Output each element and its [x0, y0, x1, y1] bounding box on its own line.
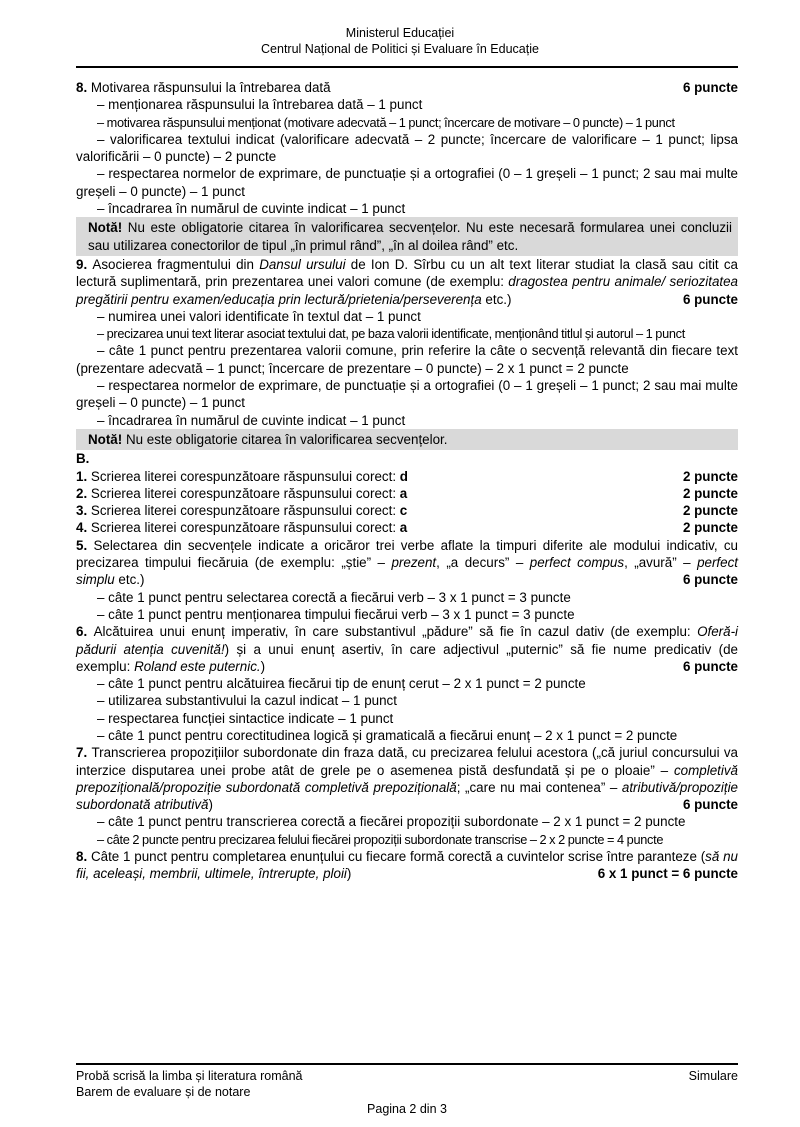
footer-row: [76, 1069, 738, 1100]
item-b6-points: 6 puncte: [682, 658, 738, 674]
answer-row-2: [76, 485, 738, 502]
item-b7-title: [76, 744, 738, 813]
answer-2-text: 2. Scrierea literei corespunzătoare răspunsului corect: a: [76, 485, 408, 501]
item-b8-title: [76, 848, 738, 883]
note-a8: Notă! Nu este obligatorie citarea în valorificarea secvențelor. Nu este necesară formularea unei concluzii sau utilizarea conectorilor de tipul „în primul rând”, „în al doilea rând” etc.: [76, 217, 738, 256]
item-a9-title: [76, 256, 738, 308]
item-b6-bullet-3: – respectarea funcției sintactice indicate – 1 punct: [97, 710, 394, 726]
item-a9-points: 6 puncte: [682, 291, 738, 307]
answer-1-points: 2 puncte: [682, 468, 738, 484]
item-b6-text: 6. Alcătuirea unui enunț imperativ, în care substantivul „pădure” să fie în cazul dativ (de exemplu: Oferă-i pădurii atenția cuvenită!) și a unui enunț asertiv, în care adjectivul „puternic” să fie nume predicativ (de exemplu: Roland este puternic.): [76, 624, 739, 674]
footer-exam-name: Probă scrisă la limba și literatura română: [76, 1069, 303, 1083]
item-a8-bullet-2: – motivarea răspunsului menționat (motivare adecvată – 1 punct; încercare de motivare – 0 puncte) – 1 punct: [97, 114, 675, 130]
note-a9: Notă! Nu este obligatorie citarea în valorificarea secvențelor.: [76, 429, 738, 450]
item-b5-bullet-2: – câte 1 punct pentru menționarea timpului fiecărui verb – 3 x 1 punct = 3 puncte: [97, 606, 575, 622]
item-a8-bullet-5: – încadrarea în numărul de cuvinte indicat – 1 punct: [97, 201, 406, 217]
item-b5-points: 6 puncte: [682, 572, 738, 588]
item-b7-bullet-2: – câte 2 puncte pentru precizarea felului fiecărei propoziții subordonate transcrise – 2 x 2 puncte = 4 puncte: [97, 831, 664, 847]
answer-4-text: 4. Scrierea literei corespunzătoare răspunsului corect: a: [76, 520, 408, 536]
item-a9-bullet-1: – numirea unei valori identificate în textul dat – 1 punct: [97, 308, 421, 324]
item-a8-text: 8. Motivarea răspunsului la întrebarea dată: [76, 80, 331, 95]
answer-1-text: 1. Scrierea literei corespunzătoare răspunsului corect: d: [76, 468, 408, 484]
item-b5-bullet-1: – câte 1 punct pentru selectarea corectă a fiecărui verb – 3 x 1 punct = 3 puncte: [97, 589, 571, 605]
answer-3-text: 3. Scrierea literei corespunzătoare răspunsului corect: c: [76, 503, 408, 519]
item-b7-text: 7. Transcrierea propozițiilor subordonate din fraza dată, cu precizarea felului acestora („că juriul concursului va interzice disputarea unei probe atât de grele pe o asemenea pistă desfundată și pe o ploaie” – completivă prepozițională/propoziție subordonată completivă prepozițională; „care nu mai contenea” – atributivă/propoziție subordonată atributivă): [76, 745, 739, 813]
footer-doc-type: Barem de evaluare și de notare: [76, 1084, 251, 1099]
header-ministry: Ministerul Educației: [345, 26, 455, 40]
item-a8-title: [76, 79, 738, 96]
item-a9-bullet-2: – precizarea unui text literar asociat textului dat, pe baza valorii identificate, menționând titlul și autorul – 1 punct: [97, 326, 685, 342]
answer-4-points: 2 puncte: [682, 520, 738, 536]
item-b5-title: [76, 537, 738, 589]
item-b6-bullet-2: – utilizarea substantivului la cazul indicat – 1 punct: [97, 693, 397, 709]
item-b6-bullet-4: – câte 1 punct pentru corectitudinea logică și gramaticală a fiecărui enunț – 2 x 1 punct = 2 puncte: [97, 727, 678, 743]
answer-2-points: 2 puncte: [682, 485, 738, 501]
item-a9-bullet-3: – câte 1 punct pentru prezentarea valorii comune, prin referire la câte o secvență relevantă din fiecare text (prezentare adecvată – 1 punct; încercare de prezentare – 0 puncte) – 2 x 1 punct = 2 puncte: [76, 343, 738, 376]
item-b7-bullet-1: – câte 1 punct pentru transcrierea corectă a fiecărei propoziții subordonate – 2 x 1 punct = 2 puncte: [97, 814, 686, 830]
document-body: [76, 79, 738, 883]
header-center-name: Centrul Național de Politici și Evaluare în Educație: [261, 42, 539, 56]
item-a8-bullet-1: – menționarea răspunsului la întrebarea dată – 1 punct: [97, 97, 423, 113]
answer-3-points: 2 puncte: [682, 503, 738, 519]
item-b7-points: 6 puncte: [682, 797, 738, 813]
item-a9-bullet-4: – respectarea normelor de exprimare, de punctuație și a ortografiei (0 – 1 greșeli – 1 punct; 2 sau mai multe greșeli – 0 puncte) – 1 punct: [76, 378, 738, 411]
section-b-label: B.: [76, 451, 90, 467]
footer-session-label: Simulare: [688, 1069, 738, 1083]
item-a9-bullet-5: – încadrarea în numărul de cuvinte indicat – 1 punct: [97, 412, 406, 428]
answer-row-1: [76, 468, 738, 485]
item-a8-bullet-4: – respectarea normelor de exprimare, de punctuație și a ortografiei (0 – 1 greșeli – 1 punct; 2 sau mai multe greșeli – 0 puncte) – 1 punct: [76, 166, 738, 199]
header-rule: [76, 66, 738, 68]
item-a9-text: 9. Asocierea fragmentului din Dansul ursului de Ion D. Sîrbu cu un alt text literar studiat la clasă sau citit ca lectură suplimentară, prin prezentarea unei valori comune (de exemplu: dragostea pentru animale/ seriozitatea pregătirii pentru examen/educația prin lectură/prietenia/perseverența etc.): [76, 256, 739, 307]
item-b8-text: 8. Câte 1 punct pentru completarea enunțului cu fiecare formă corectă a cuvintelor scrise între paranteze (să nu fii, aceleași, membrii, ultimele, întrerupte, ploii): [76, 849, 738, 882]
item-a8-bullet-3: – valorificarea textului indicat (valorificare adecvată – 2 puncte; încercare de valorificare – 1 punct; lipsa valorificării – 0 puncte) – 2 puncte: [76, 131, 738, 165]
page-number: Pagina 2 din 3: [367, 1102, 447, 1116]
footer-left: [76, 1069, 302, 1100]
item-b5-text: 5. Selectarea din secvențele indicate a oricăror trei verbe aflate la timpuri diferite ale modului indicativ, cu precizarea timpului fiecăruia (de exemplu: „știe” – prezent, „a decurs” – perfect compus, „avură” – perfect simplu etc.): [76, 537, 738, 588]
item-b6-bullet-1: – câte 1 punct pentru alcătuirea fiecărui tip de enunț cerut – 2 x 1 punct = 2 puncte: [97, 676, 586, 692]
document-footer: [76, 1063, 738, 1118]
item-b6-title: [76, 623, 738, 675]
answer-row-4: [76, 519, 738, 536]
answer-row-3: [76, 502, 738, 519]
item-a8-points: 6 puncte: [682, 80, 738, 95]
document-header: [0, 0, 800, 57]
item-b8-points: 6 x 1 punct = 6 puncte: [597, 866, 738, 882]
